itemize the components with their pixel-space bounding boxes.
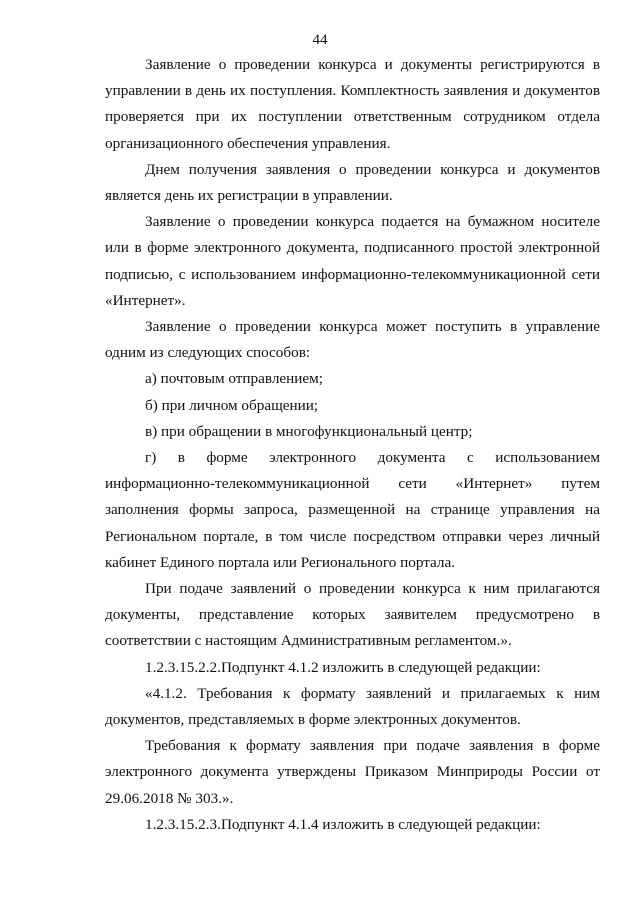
list-item-d-first-line: г) в форме электронного документа с использованием [145,449,600,467]
paragraph-subclause-4-1-4-heading: 1.2.3.15.2.3.Подпункт 4.1.4 изложить в следующей редакции: [145,815,541,833]
paragraph-format-requirements: Требования к формату заявления при подаче заявления в форме электронного документа утверждены Приказом Минприроды России от 29.06.2018 № 303.». [105,737,600,807]
list-item-c: в) при обращении в многофункциональный центр; [145,422,473,440]
document-body [105,52,600,838]
page-number: 44 [312,32,328,48]
paragraph-receipt-date: Днем получения заявления о проведении конкурса и документов является день их регистрации в управлении. [105,160,600,205]
list-item-b: б) при личном обращении; [145,396,319,414]
paragraph-subclause-4-1-2: «4.1.2. Требования к формату заявлений и прилагаемых к ним документов, представляемых в форме электронных документов. [105,684,600,729]
paragraph-subclause-4-1-2-heading: 1.2.3.15.2.2.Подпункт 4.1.2 изложить в следующей редакции: [145,658,541,676]
list-item-d-continuation: информационно-телекоммуникационной сети «Интернет» путем заполнения формы запроса, размещенной на странице управления на Региональном портале, в том числе посредством отправки через личный кабинет Единого портала или Регионального портала. [105,475,600,571]
paragraph-submission-format: Заявление о проведении конкурса подается на бумажном носителе или в форме электронного документа, подписанного простой электронной подписью, с использованием информационно-телекоммуникационной сети «Интернет». [105,213,600,309]
paragraph-registration: Заявление о проведении конкурса и документы регистрируются в управлении в день их поступления. Комплектность заявления и документов проверяется при их поступлении ответственным сотрудником отдела организационного обеспечения управления. [105,56,600,152]
list-item-a: а) почтовым отправлением; [145,370,323,388]
paragraph-submission-methods: Заявление о проведении конкурса может поступить в управление одним из следующих способов: [105,318,600,362]
paragraph-attachments: При подаче заявлений о проведении конкурса к ним прилагаются документы, представление которых заявителем предусмотрено в соответствии с настоящим Административным регламентом.». [105,580,600,650]
